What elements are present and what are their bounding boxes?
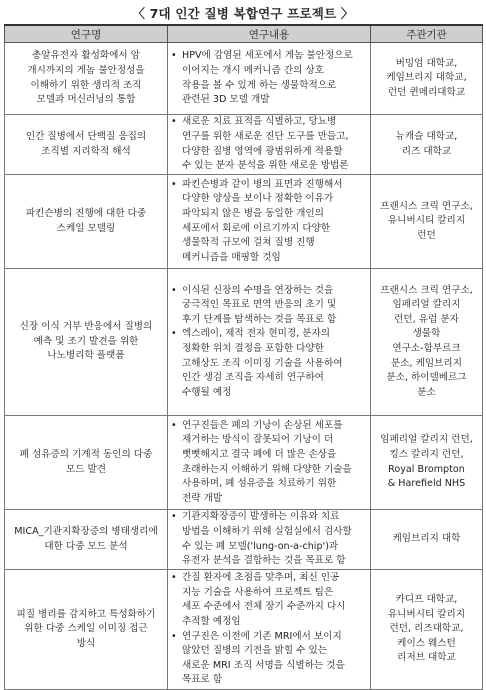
- bullet-text-line: 인간 생검 조직을 자세히 연구하여: [182, 372, 324, 384]
- bullet-text-line: 세포 수준에서 전체 장기 수준까지 다시: [182, 601, 346, 613]
- institution-line: 유니버시티 칼리지: [387, 215, 466, 227]
- institution-line: 리저브 대학교: [397, 652, 456, 664]
- research-name-line: 개시까지의 게놈 불안정성을: [27, 64, 145, 76]
- bullet-text-line: 정확한 위치 결정을 포함한 다양한: [182, 343, 324, 354]
- research-content-cell: [168, 115, 371, 175]
- bullet-text-line: 다양한 질병 영역에 광범위하게 적용할: [182, 145, 343, 157]
- research-content-cell: [168, 510, 371, 570]
- institution-line: 분소, 케임브리지: [391, 357, 462, 369]
- bullet-text-line: 방법을 이해하기 위해 실험실에서 검사할: [182, 525, 352, 537]
- institution-line: 뉴캐슬 대학교,: [395, 130, 458, 142]
- research-content-cell: [168, 416, 371, 510]
- bullet-text-line: 않았던 질병의 기전을 밝힐 수 있는: [182, 645, 327, 657]
- bullet-text-line: 관련된 3D 모델 개발: [182, 94, 270, 106]
- research-name-line: 예측 및 조기 발견을 위한: [33, 335, 139, 347]
- lead-institution-cell: [371, 570, 483, 690]
- table-title: 〈 7대 인간 질병 복합연구 프로젝트 〉: [132, 6, 354, 21]
- institution-line: 카디프 대학교,: [395, 594, 458, 606]
- research-name-line: 신장 이식 거부 반응에서 질병의: [19, 321, 153, 333]
- bullet-item: [170, 327, 368, 400]
- table-row: [5, 570, 483, 690]
- bullet-text-line: • 간질 환자에 초점을 맞추며, 최신 인공: [182, 572, 340, 584]
- bullet-text-line: 뻣뻣해지고 결국 폐에 더 많은 손상을: [182, 448, 337, 460]
- bullet-item: [170, 178, 368, 266]
- table-row: [5, 510, 483, 570]
- institution-line: 케임브리지 대학교,: [386, 72, 467, 84]
- bullet-text-line: 고해상도 조직 이미징 기술을 사용하여: [182, 357, 343, 369]
- bullet-item: [170, 510, 368, 568]
- bullet-text-line: 작용을 볼 수 있게 하는 생물학적으로: [182, 79, 337, 91]
- bullet-item: [170, 284, 368, 328]
- research-name-cell: [5, 416, 168, 510]
- bullet-text-line: 이어지는 개시 메커니즘 간의 상호: [182, 64, 324, 76]
- research-name-line: 이해하기 위한 생리적 조직: [30, 79, 142, 91]
- bullet-text-line: 수행될 예정: [182, 386, 232, 398]
- research-name-line: MICA_기관지확장증의 병태생리에: [14, 525, 158, 537]
- lead-institution-cell: [371, 416, 483, 510]
- research-name-cell: [5, 510, 168, 570]
- bullet-text-line: 제거하는 방식이 잘못되어 기낭이 더: [182, 434, 334, 446]
- bullet-item: [170, 630, 368, 688]
- header-research-name: 연구명: [5, 25, 168, 43]
- bullet-text-line: 후기 단계를 탐색하는 것을 목표로 함: [182, 313, 337, 325]
- research-name-cell: [5, 570, 168, 690]
- research-name-line: 대한 다중 모드 분석: [44, 540, 128, 552]
- research-name-line: 모드 발견: [65, 463, 107, 475]
- bullet-text-line: 다양한 양상을 보이나 정확한 이유가: [182, 193, 334, 205]
- bullet-text-line: 연구를 위한 새로운 진단 도구를 만들고,: [182, 130, 349, 142]
- bullet-text-line: • 새로운 치료 표적을 식별하고, 당뇨병: [182, 116, 337, 128]
- bullet-text-line: 세포에서 회로에 이르기까지 다양한: [182, 222, 331, 234]
- bullet-text-line: 목표로 함: [182, 674, 223, 686]
- research-content-cell: [168, 570, 371, 690]
- table-row: [5, 115, 483, 175]
- research-name-line: 방식: [76, 637, 96, 649]
- institution-line: 런던: [417, 229, 436, 241]
- bullet-text-line: 궁극적인 목표로 면역 반응의 초기 및: [182, 299, 337, 311]
- research-name-cell: [5, 115, 168, 175]
- research-name-line: 피질 병리를 감지하고 특성화하기: [16, 608, 156, 620]
- header-lead-institution: 주관기관: [371, 25, 483, 43]
- institution-line: 런던 퀸메리대학교: [387, 86, 466, 98]
- institution-line: 리즈 대학교: [401, 145, 452, 157]
- lead-institution-cell: [371, 175, 483, 269]
- bullet-text-line: 사용하며, 폐 섬유증을 치료하기 위한: [182, 478, 337, 490]
- research-content-cell: [168, 175, 371, 269]
- institution-line: 분소, 하이델베르그: [386, 372, 467, 384]
- research-name-line: 위한 다중 스케일 이미징 접근: [24, 623, 148, 635]
- research-name-line: 총알유전자 활성화에서 암: [31, 50, 141, 62]
- bullet-text-line: 새로운 MRI 조직 서명을 식별하는 것을: [182, 659, 345, 671]
- bullet-text-line: • 연구진은 이전에 기존 MRI에서 보이지: [182, 630, 342, 642]
- header-row: [5, 25, 483, 43]
- table-row: [5, 43, 483, 115]
- research-content-cell: [168, 269, 371, 416]
- lead-institution-cell: [371, 510, 483, 570]
- bullet-text-line: • 연구진들은 폐의 기낭이 손상된 세포를: [182, 419, 343, 431]
- bullet-item: [170, 419, 368, 507]
- table-row: [5, 416, 483, 510]
- research-name-line: 모델과 머신러닝의 통합: [36, 94, 136, 106]
- bullet-item: [170, 49, 368, 107]
- bullet-text-line: 생물학적 규모에 걸쳐 질병 진행: [182, 237, 315, 249]
- bullet-text-line: 전략 개발: [182, 492, 223, 504]
- research-name-cell: [5, 269, 168, 416]
- lead-institution-cell: [371, 43, 483, 115]
- bullet-text-line: 수 있는 폐 모델('lung-on-a-chip')과: [182, 540, 339, 552]
- research-name-cell: [5, 43, 168, 115]
- bullet-text-line: 수 있는 분자 분석을 위한 새로운 방법론: [182, 160, 349, 172]
- bullet-text-line: 지능 기술을 사용하여 프로젝트 팀은: [182, 586, 334, 598]
- bullet-item: [170, 115, 368, 173]
- research-content-cell: [168, 43, 371, 115]
- institution-line: 런던, 유럽 분자: [394, 313, 459, 325]
- bullet-text-line: • 파킨슨병과 같이 병의 표면과 진행해서: [182, 178, 343, 190]
- bullet-text-line: • 이식된 신장의 수명을 연장하는 것을: [182, 284, 334, 296]
- institution-line: 임페리얼 칼리지 런던,: [380, 434, 473, 446]
- institution-line: 런던, 리즈대학교,: [389, 623, 464, 635]
- institution-line: 케이스 웨스턴: [397, 637, 456, 649]
- institution-line: 프랜시스 크릭 연구소,: [380, 284, 473, 296]
- institution-line: 프랜시스 크릭 연구소,: [380, 200, 473, 212]
- header-research-content: 연구내용: [168, 25, 371, 43]
- institution-line: 생물학: [412, 328, 441, 340]
- institution-line: Royal Brompton: [388, 463, 465, 475]
- institution-line: & Harefield NHS: [387, 478, 466, 490]
- bullet-text-line: • 기관지확장증이 발생하는 이유와 치료: [182, 511, 340, 523]
- bullet-text-line: 파악되지 않은 병을 동일한 개인의: [182, 207, 324, 219]
- bullet-text-line: • 엑스레이, 제적 전자 현미경, 분자의: [182, 328, 331, 340]
- table-row: [5, 175, 483, 269]
- institution-line: 연구소-함부르크: [392, 343, 461, 354]
- research-name-line: 조직별 지리학적 해석: [41, 145, 131, 157]
- research-name-line: 파킨슨병의 진행에 대한 다중: [25, 207, 147, 219]
- table-row: [5, 269, 483, 416]
- research-name-line: 나노병리학 플랫폼: [47, 350, 125, 362]
- research-name-line: 폐 섬유증의 기계적 동인의 다중: [19, 448, 153, 460]
- research-projects-table: [4, 24, 483, 690]
- bullet-text-line: 추적할 예정임: [182, 615, 241, 627]
- bullet-text-line: 초래하는지 이해하기 위해 다양한 기술을: [182, 463, 352, 475]
- institution-line: 분소: [417, 386, 436, 398]
- lead-institution-cell: [371, 269, 483, 416]
- research-name-cell: [5, 175, 168, 269]
- bullet-item: [170, 571, 368, 629]
- institution-line: 버밍엄 대학교,: [395, 57, 458, 69]
- bullet-text-line: 메커니즘을 매핑할 것임: [182, 251, 281, 263]
- bullet-text-line: • HPV에 감염된 세포에서 게놈 불안정으로: [182, 50, 353, 62]
- institution-line: 유니버시티 칼리지: [387, 608, 466, 620]
- research-name-line: 인간 질병에서 단백질 응집의: [25, 130, 147, 142]
- bullet-text-line: 유전자 분석을 결합하는 것을 목표로 함: [182, 555, 346, 567]
- research-name-line: 스케일 모델링: [56, 222, 116, 234]
- institution-line: 임페리얼 칼리지: [392, 299, 461, 311]
- institution-line: 킹스 칼리지 런던,: [389, 448, 464, 460]
- institution-line: 케임브리지 대학: [392, 533, 461, 545]
- table-body: [5, 43, 483, 690]
- lead-institution-cell: [371, 115, 483, 175]
